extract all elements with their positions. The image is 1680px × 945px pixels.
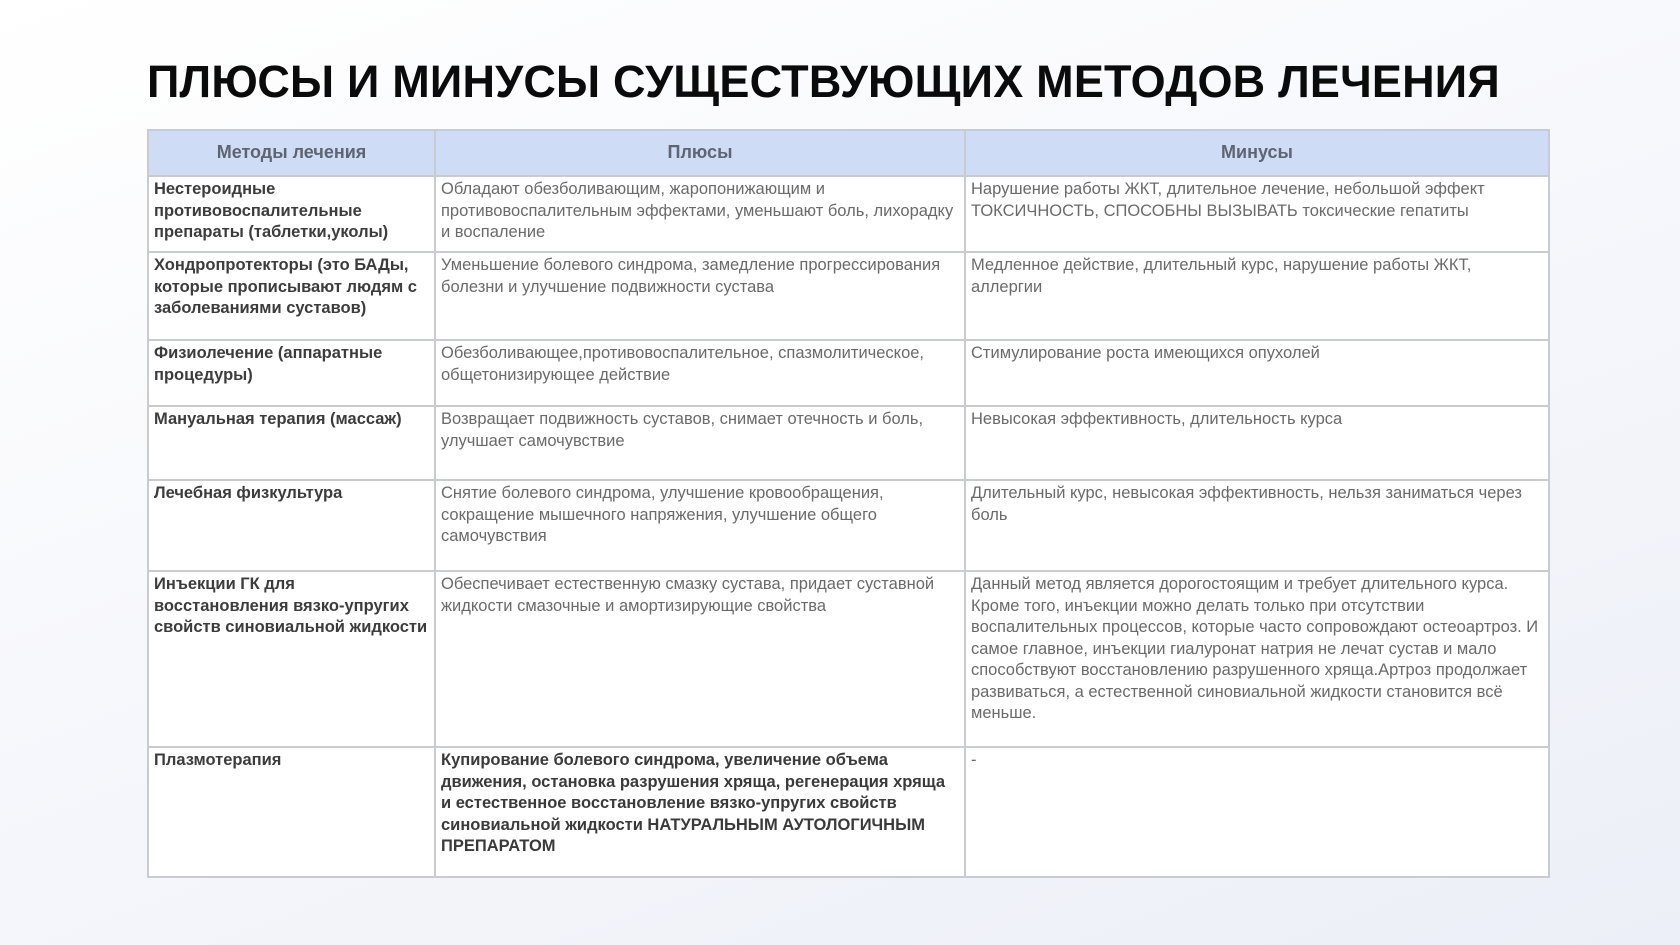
cons-cell: Медленное действие, длительный курс, нарушение работы ЖКТ, аллергии [965,252,1549,340]
method-cell: Хондропротекторы (это БАДы, которые прописывают людям с заболеваниями суставов) [148,252,435,340]
table-row [148,480,1549,571]
table-row [148,406,1549,480]
method-cell: Инъекции ГК для восстановления вязко-упругих свойств синовиальной жидкости [148,571,435,747]
pros-cell: Снятие болевого синдрома, улучшение кровообращения, сокращение мышечного напряжения, улучшение общего самочувствия [435,480,965,571]
method-cell: Плазмотерапия [148,747,435,877]
page-title: ПЛЮСЫ И МИНУСЫ СУЩЕСТВУЮЩИХ МЕТОДОВ ЛЕЧЕНИЯ [147,56,1500,107]
method-cell: Физиолечение (аппаратные процедуры) [148,340,435,406]
comparison-table-container [147,129,1548,878]
pros-cell: Купирование болевого синдрома, увеличение объема движения, остановка разрушения хряща, регенерация хряща и естественное восстановление вязко-упругих свойств синовиальной жидкости НАТУРАЛЬНЫМ АУТОЛОГИЧНЫМ ПРЕПАРАТОМ [435,747,965,877]
pros-cell: Обезболивающее,противовоспалительное, спазмолитическое, общетонизирующее действие [435,340,965,406]
cons-cell: Данный метод является дорогостоящим и требует длительного курса. Кроме того, инъекции можно делать только при отсутствии воспалительных процессов, которые часто сопровождают остеоартроз. И самое главное, инъекции гиалуронат натрия не лечат сустав и мало способствуют восстановлению разрушенного хряща.Артроз продолжает развиваться, а естественной синовиальной жидкости становится всё меньше. [965,571,1549,747]
cons-cell: Нарушение работы ЖКТ, длительное лечение, небольшой эффект ТОКСИЧНОСТЬ, СПОСОБНЫ ВЫЗЫВАТЬ токсические гепатиты [965,176,1549,252]
table-row [148,176,1549,252]
cons-cell: Невысокая эффективность, длительность курса [965,406,1549,480]
pros-cell: Уменьшение болевого синдрома, замедление прогрессирования болезни и улучшение подвижности сустава [435,252,965,340]
cons-cell: - [965,747,1549,877]
header-cons: Минусы [965,130,1549,176]
pros-cell: Возвращает подвижность суставов, снимает отечность и боль, улучшает самочувствие [435,406,965,480]
table-row [148,340,1549,406]
header-methods: Методы лечения [148,130,435,176]
method-cell: Лечебная физкультура [148,480,435,571]
pros-cell: Обладают обезболивающим, жаропонижающим и противовоспалительным эффектами, уменьшают боль, лихорадку и воспаление [435,176,965,252]
table-body [148,176,1549,877]
header-row [148,130,1549,176]
header-pros: Плюсы [435,130,965,176]
cons-cell: Стимулирование роста имеющихся опухолей [965,340,1549,406]
table-row [148,252,1549,340]
table-header [148,130,1549,176]
method-cell: Нестероидные противовоспалительные препараты (таблетки,уколы) [148,176,435,252]
pros-cell: Обеспечивает естественную смазку сустава, придает суставной жидкости смазочные и амортизирующие свойства [435,571,965,747]
method-cell: Мануальная терапия (массаж) [148,406,435,480]
table-row [148,747,1549,877]
table-row [148,571,1549,747]
cons-cell: Длительный курс, невысокая эффективность, нельзя заниматься через боль [965,480,1549,571]
comparison-table [147,129,1550,878]
